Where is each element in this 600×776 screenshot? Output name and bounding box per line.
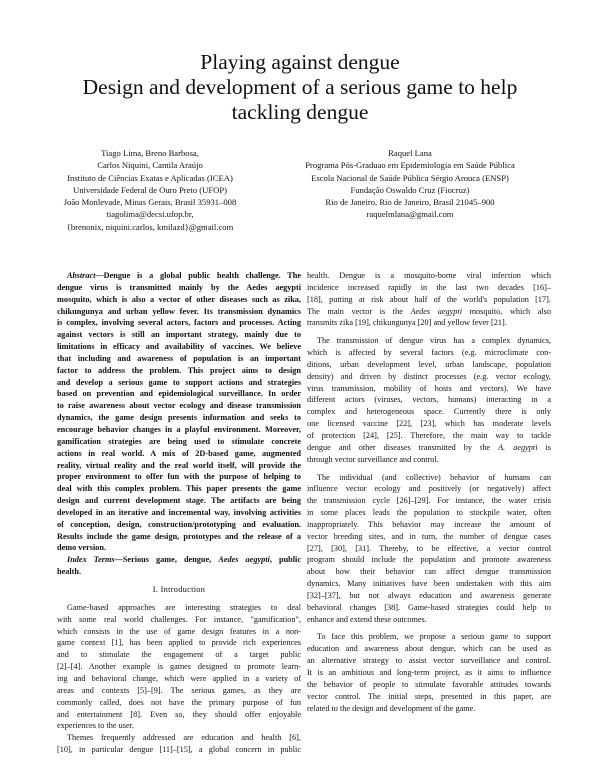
text-line <box>57 637 301 649</box>
text-line <box>57 531 301 543</box>
text-line <box>307 602 551 614</box>
text-span: density) and driven by distinct processes (e.g. vector ecology, <box>307 371 551 381</box>
text-line <box>307 294 551 306</box>
text-span: The individual (and collective) behavior of humans can <box>317 472 551 482</box>
text-line <box>307 442 551 454</box>
text-line <box>307 418 551 430</box>
text-span: dengue virus is transmitted mainly by the Aedes aegypti <box>57 282 301 292</box>
text-span: chikungunya and urban yellow fever. Its transmission dynamics <box>57 306 301 316</box>
text-span: education and awareness about dengue, which can be used as <box>307 644 551 654</box>
text-line <box>307 335 551 347</box>
text-line <box>307 282 551 294</box>
text-span: Themes frequently addressed are education and health [6], <box>67 733 301 743</box>
text-span: factor to address the problem. This project aims to design <box>57 365 301 375</box>
title-line-3: tackling dengue <box>231 100 369 124</box>
text-line <box>307 359 551 371</box>
text-line <box>57 377 301 389</box>
text-line <box>57 424 301 436</box>
text-line <box>57 519 301 531</box>
text-span: [18], putting at risk about half of the world's population [17]. <box>307 294 551 304</box>
text-span: one licensed vaccine [22], [23], which has moderate levels <box>307 419 551 429</box>
intro-paragraph-1 <box>57 602 301 732</box>
text-line <box>57 709 301 721</box>
text-span: vector control. The initial steps, presented in this paper, are <box>307 691 551 701</box>
text-line <box>307 643 551 655</box>
text-span: A. aegypti <box>498 442 538 452</box>
text-span: Aedes aegypti <box>410 306 463 316</box>
text-line <box>57 495 301 507</box>
text-line <box>307 306 551 318</box>
text-span: experiences to the user. <box>57 721 134 731</box>
text-line <box>307 507 551 519</box>
text-line <box>307 483 551 495</box>
text-span: game context [1], has been applied to provide rich experiences <box>57 638 301 648</box>
text-line <box>57 697 301 709</box>
text-span: areas and contexts [5]–[9]. The serious games, as they are <box>57 685 301 695</box>
text-span: which consists in the use of game design features in a non- <box>57 626 301 636</box>
text-line <box>307 543 551 555</box>
text-line <box>307 531 551 543</box>
text-line <box>307 495 551 507</box>
text-span: commonly called, does not have the primary purpose of fun <box>57 697 301 707</box>
text-line <box>307 454 551 466</box>
text-span: The main vector is the <box>307 306 411 316</box>
text-span: mosquito, which is also a vector of other diseases such as zika, <box>57 294 301 304</box>
intro-paragraph-2 <box>57 732 301 756</box>
text-line <box>57 614 301 626</box>
text-line <box>57 460 301 472</box>
text-span: The transmission of dengue virus has a complex dynamics, <box>317 336 551 346</box>
text-line <box>57 365 301 377</box>
text-span: ing and behavioral change, which were applied in a variety of <box>57 674 301 683</box>
text-span: [2]–[4]. Another example is games designed to promote learn- <box>57 662 301 672</box>
text-line <box>307 554 551 566</box>
text-span: and entertainment [8]. Even so, they should offer enjoyable <box>57 709 301 719</box>
text-span: based on prevention and epidemiological surveillance. In order <box>57 389 301 399</box>
text-span: demo version. <box>57 543 107 553</box>
left-column <box>57 270 301 756</box>
author-address: Rio de Janeiro, Rio de Janeiro, Brasil 21045–900 <box>325 197 495 208</box>
text-span: which is affected by several factors (e.g. microclimate con- <box>307 348 551 358</box>
text-span: mosquito, which also <box>462 306 551 316</box>
text-span: the behavior of people to stimulate favorable attitudes towards <box>307 679 551 689</box>
text-line <box>57 673 301 685</box>
text-span: behavioral changes [38]. Game-based strategies could help to <box>307 602 551 612</box>
text-line <box>57 448 301 460</box>
author-names: Carlos Niquini, Camila Araújo <box>97 160 203 171</box>
text-span: Aedes aegypti <box>218 555 270 565</box>
text-span: virus transmission, mobility of hosts and vectors). We have <box>307 383 551 393</box>
text-span: is <box>537 442 551 452</box>
text-line <box>307 614 551 626</box>
text-span: with some real world challenges. For instance, "gamification", <box>57 614 301 624</box>
text-line <box>57 388 301 400</box>
author-names: Tiago Lima, Breno Barbosa, <box>101 148 199 158</box>
text-span: the transmission cycle [26]–[29]. For instance, the water crisis <box>307 496 551 506</box>
text-span: design and current development stage. The artifacts are being <box>57 496 301 506</box>
text-line <box>57 744 301 756</box>
paper-title <box>20 50 580 125</box>
text-line <box>57 306 301 318</box>
text-span: and to stimulate the engagement of a target public <box>57 650 301 660</box>
text-line <box>57 353 301 365</box>
text-span: , public <box>269 555 301 565</box>
text-line <box>307 631 551 643</box>
text-span: [27], [30], [31]. Thereby, to be effective, a vector control <box>307 543 551 553</box>
author-affiliation: Universidade Federal de Ouro Preto (UFOP) <box>73 184 227 195</box>
text-line <box>57 483 301 495</box>
author-names: Raquel Lana <box>388 148 432 158</box>
index-terms-label: Index Terms <box>67 555 115 565</box>
text-line <box>307 519 551 531</box>
title-line-1: Playing against dengue <box>200 50 400 74</box>
text-line <box>57 341 301 353</box>
text-line <box>57 732 301 744</box>
text-line <box>307 590 551 602</box>
text-line <box>307 394 551 406</box>
text-line <box>57 471 301 483</box>
text-span: To face this problem, we propose a serious game to support <box>317 632 551 642</box>
text-span: to raise awareness about vector ecology and disease transmission <box>57 401 301 411</box>
text-line <box>57 602 301 614</box>
author-email: raquelmlana@gmail.com <box>366 209 454 220</box>
text-line <box>57 282 301 294</box>
text-line <box>57 542 301 554</box>
text-span: —Dengue is a global public health challenge. The <box>95 271 301 280</box>
text-line <box>57 649 301 661</box>
text-span: an alternative strategy to assist vector surveillance and control. <box>307 656 551 666</box>
text-span: gamification strategies are being used to stimulate concrete <box>57 436 301 446</box>
author-affiliation: Escola Nacional de Saúde Pública Sérgio Arouca (ENSP) <box>311 172 509 183</box>
text-span: related to the design and development of the game. <box>307 703 476 713</box>
text-span: and develop a serious game to support actions and strategies <box>57 377 301 387</box>
author-email: tiagolima@decsi.ufop.br, <box>106 209 194 220</box>
text-span: dengue and other diseases transmitted by the <box>307 442 499 452</box>
text-line <box>307 371 551 383</box>
text-line <box>57 685 301 697</box>
text-span: of protection [24], [25]. Therefore, the main way to tackle <box>307 430 551 440</box>
text-line <box>57 317 301 329</box>
text-span: It is an ambitious and long-term project, as it aims to influence <box>307 668 551 677</box>
text-line <box>307 270 551 282</box>
author-affiliation: Programa Pós-Graduao em Epidemiologia em Saúde Pública <box>305 160 515 171</box>
text-span: reality, virtual reality and the real world itself, will provide the <box>57 460 301 470</box>
text-span: inappropriately. This behavior may increase the amount of <box>307 519 551 529</box>
text-line <box>57 270 301 282</box>
text-span: dynamics. Many initiatives have been undertaken with this aim <box>307 579 551 589</box>
text-span: transmits zika [19], chikungunya [20] and yellow fever [21]. <box>307 318 507 328</box>
text-line <box>57 294 301 306</box>
text-span: influence vector ecology and positively (or negatively) affect <box>307 484 551 494</box>
text-span: against vectors is still an important strategy, mainly due to <box>57 330 301 340</box>
text-span: actions in real world. A mix of 2D-based game, augmented <box>57 448 301 458</box>
text-line <box>307 691 551 703</box>
text-line <box>57 661 301 673</box>
text-span: complex and heterogeneous space. Currently there is only <box>307 407 551 417</box>
text-line <box>307 347 551 359</box>
author-affiliation: Fundação Oswaldo Cruz (Fiocruz) <box>350 184 470 195</box>
text-line <box>57 436 301 448</box>
intro-paragraph-5 <box>307 631 551 714</box>
text-line <box>57 554 301 566</box>
text-line <box>57 400 301 412</box>
text-span: dynamics, the game design presents information and seeks to <box>57 413 301 423</box>
section-heading-introduction: I. Introduction <box>152 584 206 594</box>
title-line-2: Design and development of a serious game to help <box>82 75 518 99</box>
text-line <box>57 626 301 638</box>
text-line <box>307 566 551 578</box>
text-span: that including and awareness of population is an important <box>57 353 301 363</box>
text-line <box>57 329 301 341</box>
text-line <box>307 578 551 590</box>
text-span: proper environment to offer fun with the purpose of helping to <box>57 472 301 482</box>
text-span: deal with this complex problem. This paper presents the game <box>57 484 301 494</box>
right-column <box>307 270 551 714</box>
intro-paragraph-4 <box>307 472 551 626</box>
author-affiliation: Instituto de Ciências Exatas e Aplicadas (ICEA) <box>67 172 233 183</box>
text-span: ditions, urban development level, urban landscape, population <box>307 359 551 369</box>
text-line <box>307 472 551 484</box>
text-span: Results include the game design, prototypes and the release of a <box>57 531 301 541</box>
text-span: health. <box>57 567 82 577</box>
text-span: [10], in particular dengue [11]–[15], a global concern in public <box>57 745 301 755</box>
author-email: {brenonix, niquini.carlos, kmilazd}@gmail.com <box>66 221 234 232</box>
text-span: [32]–[37], but not always education and awareness generate <box>307 590 551 600</box>
text-span: different actors (viruses, vectors, humans) interacting in a <box>307 395 551 405</box>
text-span: limitations in efficacy and availability of vaccines. We believe <box>57 342 301 352</box>
text-span: about how their behavior can affect dengue transmission <box>307 567 551 577</box>
abstract-label: Abstract <box>67 271 96 280</box>
text-span: health. Dengue is a mosquito-borne viral infection which <box>307 271 551 280</box>
text-line <box>57 507 301 519</box>
intro-paragraph-3 <box>307 335 551 465</box>
abstract <box>57 270 301 578</box>
text-span: in some places leads the population to stockpile water, often <box>307 508 551 518</box>
text-line <box>307 679 551 691</box>
text-line <box>307 667 551 679</box>
text-line <box>307 655 551 667</box>
text-span: —Serious game, dengue, <box>114 555 219 565</box>
author-address: João Monlevade, Minas Gerais, Brasil 35931–008 <box>63 197 237 208</box>
text-line <box>57 412 301 424</box>
text-line <box>57 720 301 732</box>
text-span: incidence increased rapidly in the last two decades [16]– <box>307 282 551 292</box>
text-line <box>307 703 551 715</box>
text-span: Game-based approaches are interesting strategies to deal <box>67 602 301 612</box>
text-line <box>307 383 551 395</box>
text-span: encourage behavior changes in a playful environment. Moreover, <box>57 424 301 434</box>
text-line <box>307 430 551 442</box>
text-span: developed in an iterative and incremental way, involving activities <box>57 507 301 517</box>
text-line <box>307 406 551 418</box>
text-span: is complex, involving several actors, factors and processes. Acting <box>57 318 301 328</box>
text-line <box>57 566 301 578</box>
text-span: program should include the population and promote awareness <box>307 555 551 565</box>
text-line <box>307 317 551 329</box>
intro-paragraph-2-continued <box>307 270 551 329</box>
text-span: enhance and extend these outcomes. <box>307 614 427 624</box>
text-span: through vector surveillance and control. <box>307 454 439 464</box>
text-span: vector breeding sites, and in turn, the number of dengue cases <box>307 531 551 541</box>
text-span: of conception, design, construction/prototyping and evaluation. <box>57 519 301 529</box>
